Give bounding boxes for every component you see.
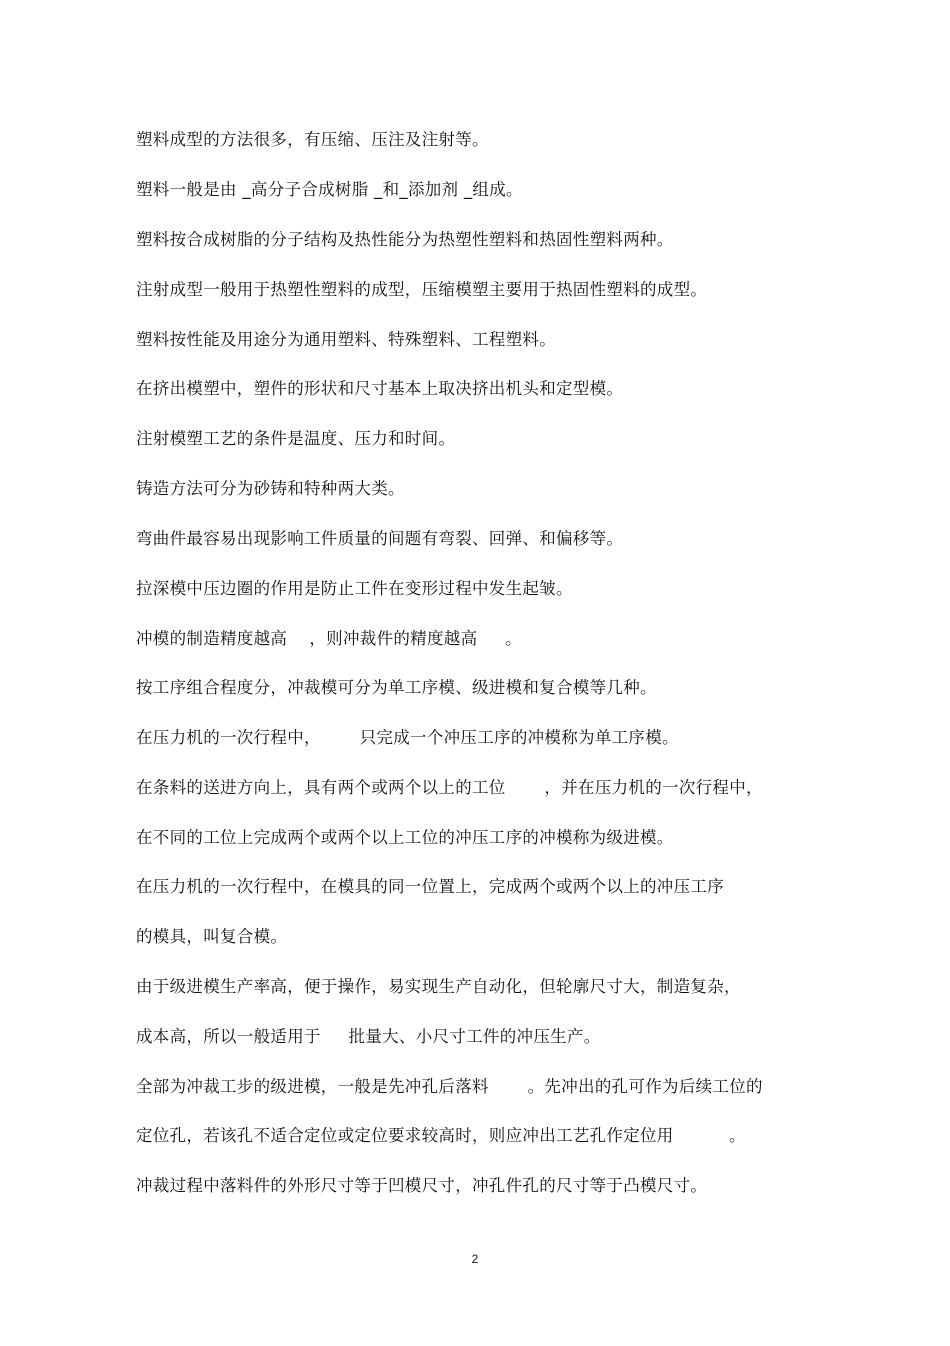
text-line: 塑料成型的方法很多，有压缩、压注及注射等。 bbox=[136, 130, 489, 149]
text-line: 成本高，所以一般适用于 批量大、小尺寸工件的冲压生产。 bbox=[136, 1027, 601, 1046]
text-line: 冲模的制造精度越高 ，则冲裁件的精度越高 。 bbox=[136, 629, 522, 648]
text-line: 塑料按合成树脂的分子结构及热性能分为热塑性塑料和热固性塑料两种。 bbox=[136, 230, 674, 249]
text-line: 在压力机的一次行程中，在模具的同一位置上，完成两个或两个以上的冲压工序 bbox=[136, 877, 724, 896]
text-line: 在条料的送进方向上，具有两个或两个以上的工位 ，并在压力机的一次行程中， bbox=[136, 778, 763, 797]
text-line: 拉深模中压边圈的作用是防止工件在变形过程中发生起皱。 bbox=[136, 579, 573, 598]
text-line: 塑料按性能及用途分为通用塑料、特殊塑料、工程塑料。 bbox=[136, 330, 556, 349]
text-line: 定位孔，若该孔不适合定位或定位要求较高时，则应冲出工艺孔作定位用 。 bbox=[136, 1126, 746, 1145]
text-line: 塑料一般是由 _高分子合成树脂 _和_添加剂 _组成。 bbox=[136, 180, 523, 199]
page-number: 2 bbox=[471, 1252, 479, 1266]
text-line: 铸造方法可分为砂铸和特种两大类。 bbox=[136, 479, 405, 498]
text-line: 的模具，叫复合模。 bbox=[136, 927, 288, 946]
text-line: 在不同的工位上完成两个或两个以上工位的冲压工序的冲模称为级进模。 bbox=[136, 828, 674, 847]
text-line: 弯曲件最容易出现影响工件质量的间题有弯裂、回弹、和偏移等。 bbox=[136, 529, 624, 548]
text-line: 由于级进模生产率高，便于操作，易实现生产自动化，但轮廓尺寸大，制造复杂， bbox=[136, 977, 741, 996]
text-line: 在挤出模塑中，塑件的形状和尺寸基本上取决挤出机头和定型模。 bbox=[136, 379, 624, 398]
text-line: 全部为冲裁工步的级进模，一般是先冲孔后落料 。先冲出的孔可作为后续工位的 bbox=[136, 1077, 763, 1096]
text-line: 在压力机的一次行程中， 只完成一个冲压工序的冲模称为单工序模。 bbox=[136, 728, 679, 747]
text-line: 按工序组合程度分，冲裁模可分为单工序模、级进模和复合模等几种。 bbox=[136, 678, 657, 697]
text-line: 注射成型一般用于热塑性塑料的成型，压缩模塑主要用于热固性塑料的成型。 bbox=[136, 280, 708, 299]
text-line: 注射模塑工艺的条件是温度、压力和时间。 bbox=[136, 429, 456, 448]
text-line: 冲裁过程中落料件的外形尺寸等于凹模尺寸，冲孔件孔的尺寸等于凸模尺寸。 bbox=[136, 1176, 708, 1195]
